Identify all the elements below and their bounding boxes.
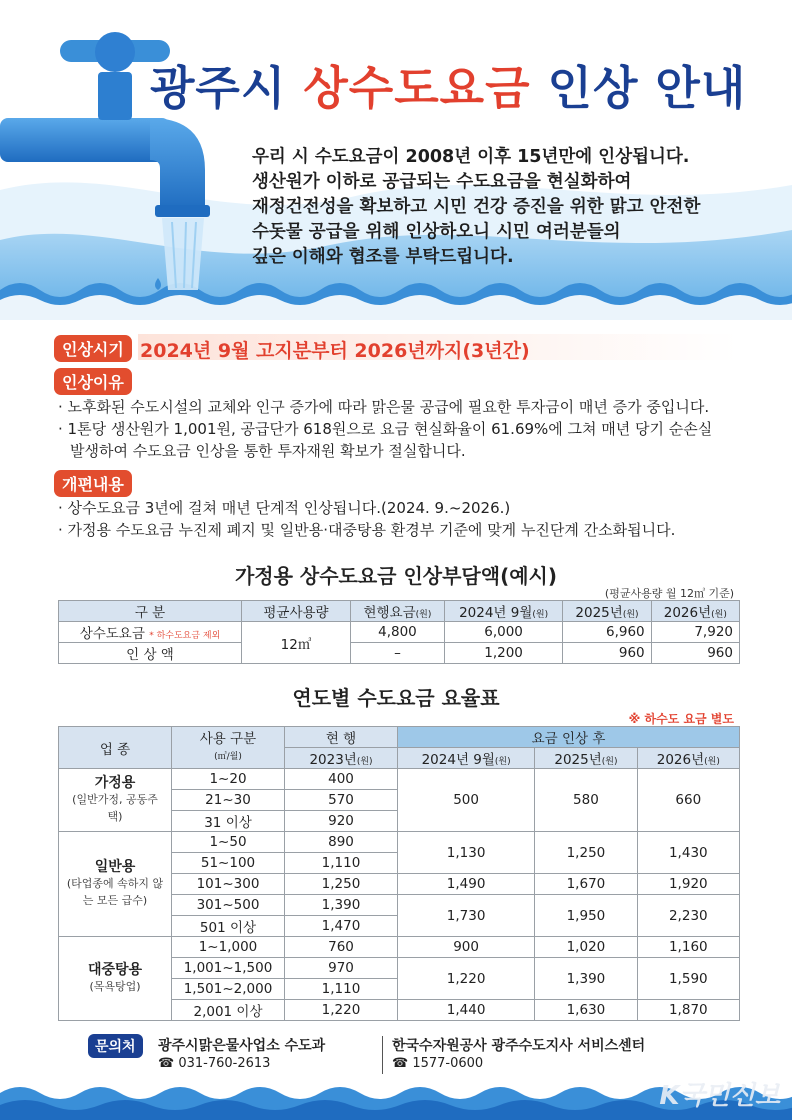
category-general: 일반용 (타업종에 속하지 않는 모든 급수) <box>59 832 172 937</box>
table-cell: 1,730 <box>398 895 535 937</box>
table-cell: 1,250 <box>285 874 398 895</box>
watermark-logo: K국민신보 <box>659 1081 780 1111</box>
table-cell: 1~20 <box>172 769 285 790</box>
table-cell: 960 <box>651 643 739 664</box>
contact-tel: ☎ 031-760-2613 <box>158 1056 271 1071</box>
table1-note: (평균사용량 월 12㎥ 기준) <box>604 587 734 600</box>
table-cell: 1,490 <box>398 874 535 895</box>
table-cell: 1,220 <box>398 958 535 1000</box>
table-row <box>59 769 740 790</box>
table-cell: 1,950 <box>535 895 637 937</box>
category-bath: 대중탕용 (목욕탕업) <box>59 937 172 1021</box>
col-header: 사용 구분 (㎥/월) <box>172 727 285 769</box>
table-cell: 1,501~2,000 <box>172 979 285 1000</box>
table-row <box>59 832 740 853</box>
table-cell: 1,390 <box>285 895 398 916</box>
burden-table <box>58 600 740 664</box>
contact-org: 광주시맑은물사업소 수도과 <box>158 1038 326 1054</box>
table-cell: 1,630 <box>535 1000 637 1021</box>
table2-title: 연도별 수도요금 요율표 <box>292 686 500 710</box>
table-cell: 1,250 <box>535 832 637 874</box>
table-cell: 1,001~1,500 <box>172 958 285 979</box>
table-cell: 1~50 <box>172 832 285 853</box>
page-title: 광주시 상수도요금 인상 안내 <box>150 61 747 115</box>
intro-line: 재정건전성을 확보하고 시민 건강 증진을 위한 맑고 안전한 <box>252 197 701 217</box>
period-label: 인상시기 <box>54 335 132 362</box>
table-cell: 4,800 <box>351 622 445 643</box>
col-header: 2024년 9월(원) <box>444 601 562 622</box>
col-header: 현 행 <box>285 727 398 748</box>
table-cell: 1,110 <box>285 979 398 1000</box>
intro-text <box>252 145 772 270</box>
table-cell: 1,160 <box>637 937 739 958</box>
table-cell: 1,430 <box>637 832 739 874</box>
reform-item: · 가정용 수도요금 누진제 폐지 및 일반용·대중탕용 환경부 기준에 맞게 누진단계 간소화됩니다. <box>58 521 676 539</box>
table-header-row <box>59 601 740 622</box>
rate-table <box>58 726 740 1021</box>
table-cell: 2,001 이상 <box>172 1000 285 1021</box>
table-cell: 501 이상 <box>172 916 285 937</box>
table-cell: 1,670 <box>535 874 637 895</box>
table-row <box>59 622 740 643</box>
table-cell: 960 <box>563 643 651 664</box>
table-cell: 1,220 <box>285 1000 398 1021</box>
table-cell: 6,000 <box>444 622 562 643</box>
col-header: 업 종 <box>59 727 172 769</box>
intro-line: 수돗물 공급을 위해 인상하오니 시민 여러분들의 <box>252 222 621 242</box>
col-header: 요금 인상 후 <box>398 727 740 748</box>
contact-tel: ☎ 1577-0600 <box>392 1056 484 1071</box>
period-text: 2024년 9월 고지분부터 2026년까지(3년간) <box>140 340 530 362</box>
table-cell: 970 <box>285 958 398 979</box>
usage-cell: 12㎥ <box>242 622 351 664</box>
table-cell: 1,470 <box>285 916 398 937</box>
table-cell: 900 <box>398 937 535 958</box>
contact-org: 한국수자원공사 광주수도지사 서비스센터 <box>392 1038 646 1054</box>
table-cell: 1,870 <box>637 1000 739 1021</box>
row-label: 인 상 액 <box>59 643 242 664</box>
table-cell: 7,920 <box>651 622 739 643</box>
reform-item: · 상수도요금 3년에 걸쳐 매년 단계적 인상됩니다.(2024. 9.~2026.) <box>58 499 511 517</box>
table-cell: 400 <box>285 769 398 790</box>
col-header: 구 분 <box>59 601 242 622</box>
col-header: 2023년(원) <box>285 748 398 769</box>
table-cell: 580 <box>535 769 637 832</box>
col-header: 2026년(원) <box>651 601 739 622</box>
table-cell: 920 <box>285 811 398 832</box>
table-cell: 1,130 <box>398 832 535 874</box>
col-header: 평균사용량 <box>242 601 351 622</box>
reason-label: 인상이유 <box>54 368 132 395</box>
table-cell: 101~300 <box>172 874 285 895</box>
table-cell: 760 <box>285 937 398 958</box>
reform-label: 개편내용 <box>54 470 132 497</box>
reason-item: · 노후화된 수도시설의 교체와 인구 증가에 따라 맑은물 공급에 필요한 투자금이 매년 증가 중입니다. <box>58 398 710 416</box>
category-home: 가정용 (일반가정, 공동주택) <box>59 769 172 832</box>
intro-line: 생산원가 이하로 공급되는 수도요금을 현실화하여 <box>252 172 632 192</box>
col-header: 2025년(원) <box>535 748 637 769</box>
table-cell: 2,230 <box>637 895 739 937</box>
table-header-row <box>59 727 740 748</box>
reason-item: · 1톤당 생산원가 1,001원, 공급단가 618원으로 요금 현실화율이 61.69%에 그쳐 매년 당기 순손실 <box>58 420 713 438</box>
col-header: 2026년(원) <box>637 748 739 769</box>
row-label: 상수도요금 * 하수도요금 제외 <box>59 622 242 643</box>
table-cell: 660 <box>637 769 739 832</box>
table-cell: 1,590 <box>637 958 739 1000</box>
reason-item: 발생하여 수도요금 인상을 통한 투자재원 확보가 절실합니다. <box>70 442 466 460</box>
table-cell: 21~30 <box>172 790 285 811</box>
table-cell: 1,390 <box>535 958 637 1000</box>
table-cell: 1,110 <box>285 853 398 874</box>
col-header: 2024년 9월(원) <box>398 748 535 769</box>
table1-title: 가정용 상수도요금 인상부담액(예시) <box>234 564 557 588</box>
col-header: 2025년(원) <box>563 601 651 622</box>
table-cell: 31 이상 <box>172 811 285 832</box>
table-cell: 500 <box>398 769 535 832</box>
table-cell: 1,920 <box>637 874 739 895</box>
intro-line: 깊은 이해와 협조를 부탁드립니다. <box>252 247 514 267</box>
contact-label: 문의처 <box>88 1034 143 1058</box>
table-cell: 1~1,000 <box>172 937 285 958</box>
contact-divider <box>382 1036 383 1074</box>
table-cell: 1,440 <box>398 1000 535 1021</box>
table-cell: 1,200 <box>444 643 562 664</box>
table-cell: 890 <box>285 832 398 853</box>
table-cell: 51~100 <box>172 853 285 874</box>
table2-note: ※ 하수도 요금 별도 <box>628 712 734 726</box>
table-cell: – <box>351 643 445 664</box>
intro-line: 우리 시 수도요금이 2008년 이후 15년만에 인상됩니다. <box>252 147 690 167</box>
col-header: 현행요금(원) <box>351 601 445 622</box>
table-cell: 301~500 <box>172 895 285 916</box>
table-cell: 6,960 <box>563 622 651 643</box>
table-row <box>59 937 740 958</box>
table-cell: 570 <box>285 790 398 811</box>
table-row <box>59 643 740 664</box>
table-cell: 1,020 <box>535 937 637 958</box>
